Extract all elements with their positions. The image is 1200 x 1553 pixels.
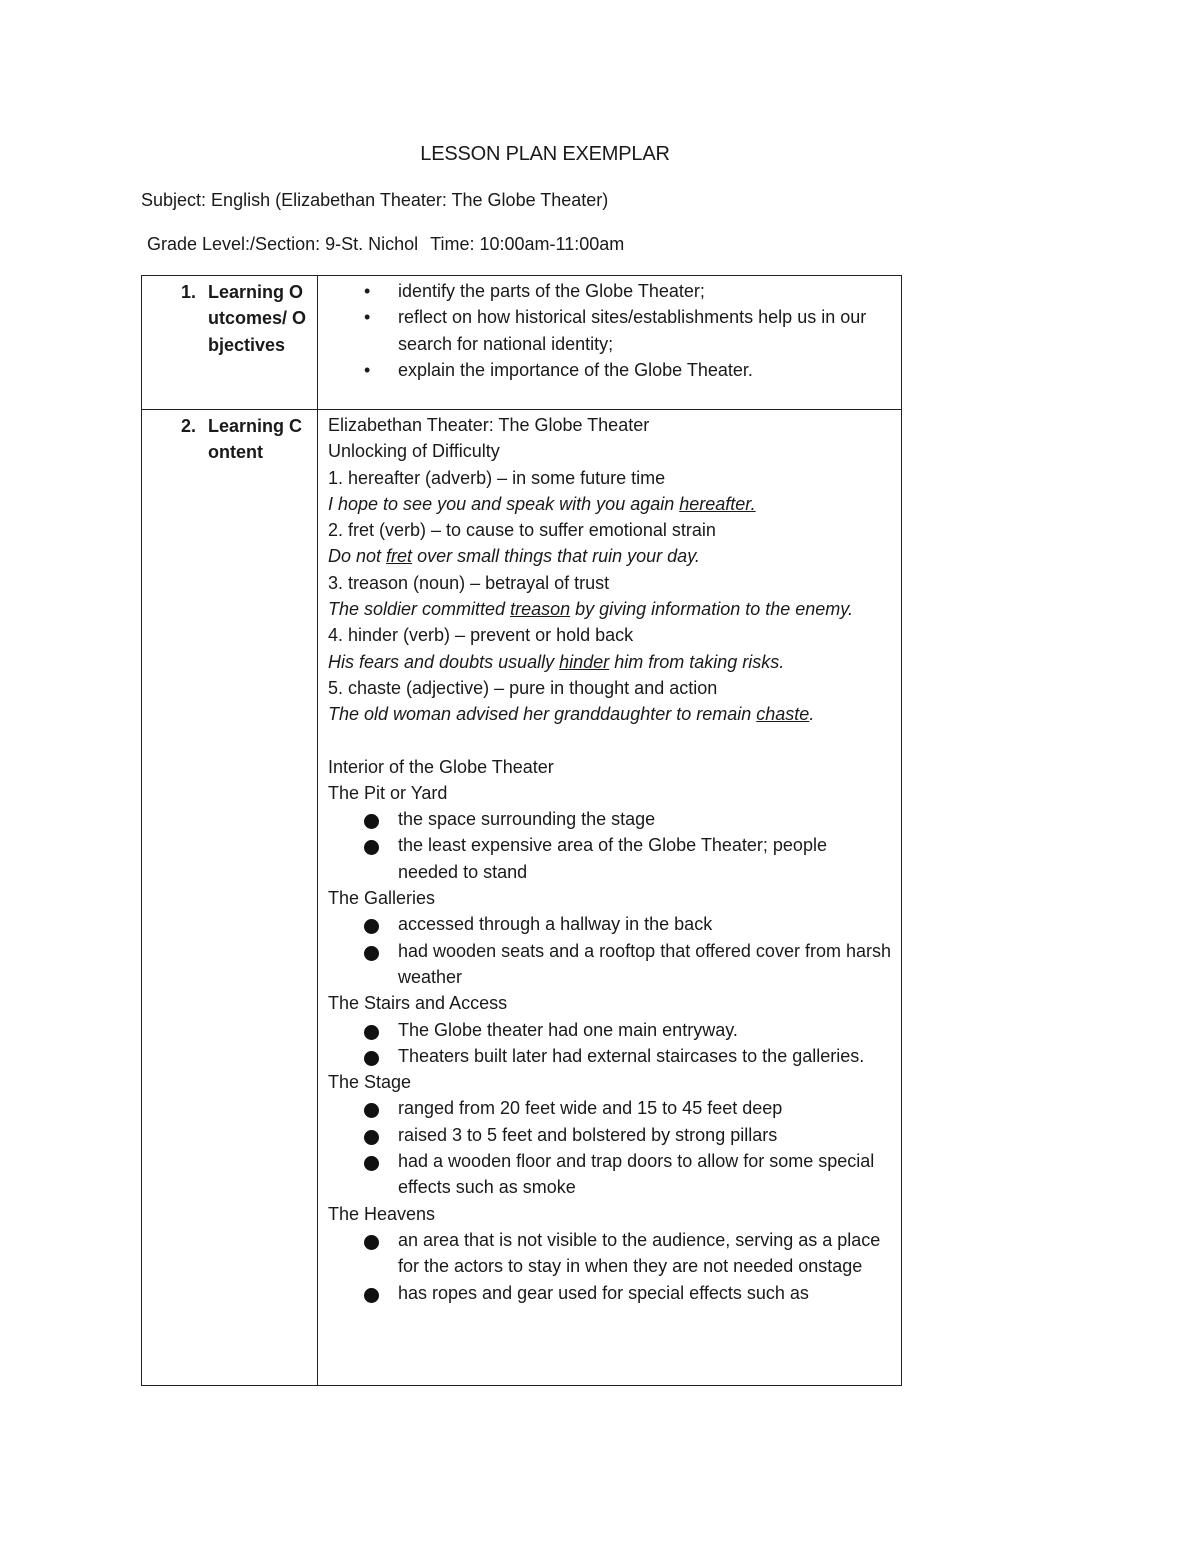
grade-value: 9-St. Nichol xyxy=(320,234,419,254)
vocab-example: His fears and doubts usually hinder him from taking risks. xyxy=(328,651,785,672)
section-heading: The Pit or Yard xyxy=(328,782,448,803)
list-item: raised 3 to 5 feet and bolstered by strong pillars xyxy=(328,1122,891,1148)
section-heading: The Stairs and Access xyxy=(328,993,508,1014)
topic-title: Elizabethan Theater: The Globe Theater xyxy=(328,415,650,435)
table-row xyxy=(142,276,902,410)
objectives-cell xyxy=(318,276,902,410)
interior-heading: Interior of the Globe Theater xyxy=(328,756,554,777)
objectives-list xyxy=(328,278,891,383)
list-item: an area that is not visible to the audience, serving as a place for the actors to stay in when they are not needed onstage xyxy=(328,1227,891,1280)
list-item: the least expensive area of the Globe Theater; people needed to stand xyxy=(328,832,891,885)
vocab-definition: 5. chaste (adjective) – pure in thought and action xyxy=(328,677,718,698)
section-points xyxy=(328,1227,891,1306)
list-item: • identify the parts of the Globe Theater; xyxy=(328,278,891,304)
vocab-example: The old woman advised her granddaughter to remain chaste. xyxy=(328,704,815,725)
vocab-word: chaste xyxy=(756,704,810,725)
grade-label: Grade Level:/Section: xyxy=(147,234,321,254)
subject-label: Subject: xyxy=(141,190,207,210)
vocab-example: The soldier committed treason by giving information to the enemy. xyxy=(328,599,853,620)
list-item: has ropes and gear used for special effects such as xyxy=(328,1280,891,1306)
section-points xyxy=(328,911,891,990)
section-points xyxy=(328,806,891,885)
section-points xyxy=(328,1095,891,1200)
list-item: accessed through a hallway in the back xyxy=(328,911,891,937)
row-header-cell xyxy=(142,276,318,410)
unlocking-heading: Unlocking of Difficulty xyxy=(328,441,500,462)
section-heading: The Stage xyxy=(328,1072,412,1093)
vocab-example: I hope to see you and speak with you again hereafter. xyxy=(328,493,756,514)
list-item: the space surrounding the stage xyxy=(328,806,891,832)
row-number: 1. xyxy=(180,282,196,302)
row-label: Learning Outcomes/ Objectives xyxy=(208,282,307,355)
row-number: 2. xyxy=(180,416,196,436)
list-item: • reflect on how historical sites/establishments help us in our search for national identity; xyxy=(328,304,891,357)
vocab-definition: 2. fret (verb) – to cause to suffer emotional strain xyxy=(328,520,716,541)
section-heading: The Galleries xyxy=(328,888,436,909)
subject-value: English (Elizabethan Theater: The Globe Theater) xyxy=(206,190,609,210)
time-label: Time: xyxy=(430,234,475,254)
grade-line xyxy=(147,234,624,255)
lesson-plan-table xyxy=(141,275,902,1386)
row-header-cell xyxy=(142,410,318,1386)
table-row xyxy=(142,410,902,1386)
page-title: LESSON PLAN EXEMPLAR xyxy=(420,143,670,165)
vocab-word: hereafter. xyxy=(679,493,756,514)
subject-line xyxy=(141,190,608,211)
vocab-word: hinder xyxy=(559,651,610,672)
vocab-definition: 3. treason (noun) – betrayal of trust xyxy=(328,572,610,593)
content-cell xyxy=(318,410,902,1386)
section-heading: The Heavens xyxy=(328,1203,436,1224)
list-item: • explain the importance of the Globe Theater. xyxy=(328,357,891,383)
row-label: Learning Content xyxy=(208,416,303,463)
section-points xyxy=(328,1017,891,1070)
list-item: Theaters built later had external staircases to the galleries. xyxy=(328,1043,891,1069)
list-item: The Globe theater had one main entryway. xyxy=(328,1017,891,1043)
list-item: had wooden seats and a rooftop that offered cover from harsh weather xyxy=(328,938,891,991)
vocab-definition: 4. hinder (verb) – prevent or hold back xyxy=(328,625,634,646)
list-item: ranged from 20 feet wide and 15 to 45 feet deep xyxy=(328,1095,891,1121)
vocab-word: fret xyxy=(386,546,413,567)
vocab-definition: 1. hereafter (adverb) – in some future time xyxy=(328,467,666,488)
time-value: 10:00am-11:00am xyxy=(474,234,625,254)
vocab-word: treason xyxy=(510,599,571,620)
vocab-example: Do not fret over small things that ruin your day. xyxy=(328,546,700,567)
list-item: had a wooden floor and trap doors to allow for some special effects such as smoke xyxy=(328,1148,891,1201)
